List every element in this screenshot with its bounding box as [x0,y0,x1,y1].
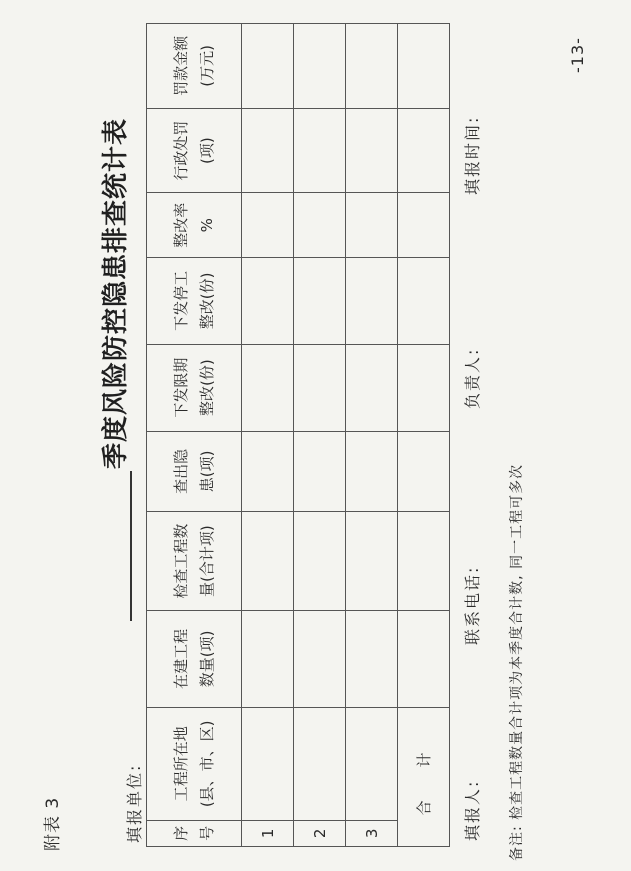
header-row [147,24,242,847]
responsible-person-label: 负责人: [463,347,482,409]
header-rectification-notices: 下发限期 整改(份) [147,344,242,431]
reporter-label: 填报人: [463,779,482,841]
remark-note: 备注: 检查工程数量合计项为本季度合计数, 同一工程可多次 [509,463,525,861]
total-label: 合 计 [398,707,450,846]
total-row [398,24,450,847]
table-row [242,24,294,847]
table-row [346,24,398,847]
page-number: -13- [568,37,587,73]
header-rectification-rate: 整改率 % [147,193,242,258]
header-fine-amount: 罚款金额 (万元) [147,24,242,109]
form-title: 季度风险防控隐患排查统计表 [101,117,131,469]
quarter-blank-line [94,471,132,621]
report-time-label: 填报时间: [463,115,482,195]
row-number: 1 [242,820,294,846]
header-administrative-penalties: 行政处罚 (项) [147,108,242,193]
header-serial: 序 号 [147,820,242,846]
header-hazards-found: 查出隐 患(项) [147,431,242,512]
row-number: 2 [294,820,346,846]
header-location: 工程所在地 (县、市、区) [147,707,242,820]
reporting-unit-label: 填报单位: [125,763,144,843]
appendix-label: 附表 3 [43,796,63,851]
hazard-statistics-table [146,23,450,847]
phone-label: 联系电话: [463,565,482,645]
header-stop-work-notices: 下发停工 整改(份) [147,258,242,345]
table-row [294,24,346,847]
row-number: 3 [346,820,398,846]
header-projects-under-construction: 在建工程 数量(项) [147,611,242,708]
header-inspected-projects: 检查工程数 量(合计项) [147,512,242,611]
